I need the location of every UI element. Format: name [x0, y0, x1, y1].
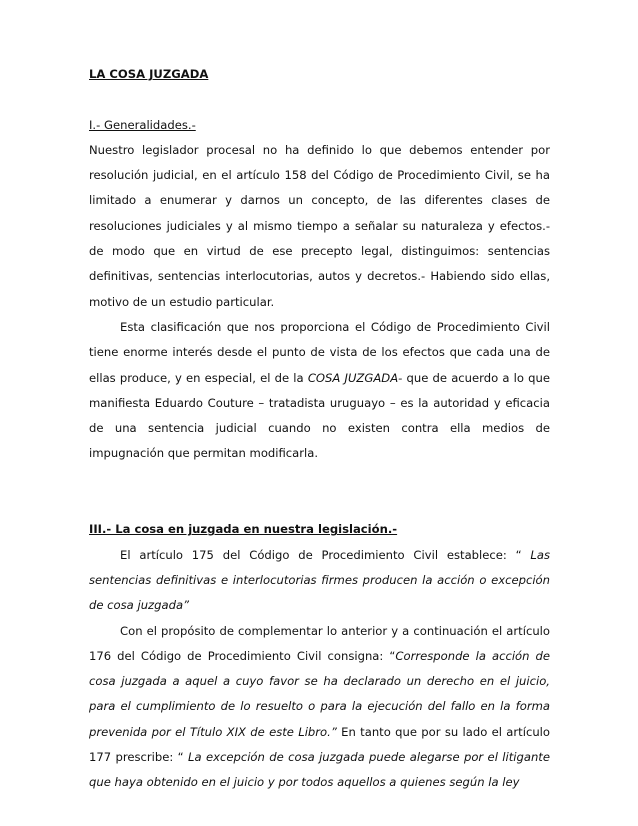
spacer: [89, 467, 550, 518]
paragraph-clasificacion: [89, 315, 550, 467]
section-heading-legislacion: III.- La cosa en juzgada en nuestra legislación.-: [89, 522, 398, 537]
paragraph-text: que de acuerdo a lo que manifiesta Eduardo Couture – tratadista uruguayo – es la autoridad y eficacia de una sentencia judicial cuando no existen contra ella medios de impugnación que permitan modificarla.: [89, 370, 550, 461]
paragraph-text: El artículo 175 del Código de Procedimiento Civil establece: “: [120, 547, 531, 562]
quote-articulo-176: Corresponde la acción de cosa juzgada a aquel a cuyo favor se ha declarado un derecho en el juicio, para el cumplimiento de lo resuelto o para la ejecución del fallo en la forma prevenida por el Título XIX de este Libro.”: [89, 648, 551, 739]
document-page: [89, 62, 550, 796]
paragraph-articulo-176: [89, 619, 550, 796]
paragraph-text: En tanto que por su lado el artículo 177 prescribe: “: [89, 724, 550, 765]
spacer: [89, 87, 550, 112]
quote-articulo-175: Las sentencias definitivas e interlocutorias firmes producen la acción o excepción de cosa juzgada”: [89, 547, 550, 613]
paragraph-text: Con el propósito de complementar lo anterior y a continuación el artículo 176 del Código de Procedimiento Civil consigna: “: [89, 623, 550, 663]
paragraph-resoluciones: Nuestro legislador procesal no ha definido lo que debemos entender por resolución judicial, en el artículo 158 del Código de Procedimiento Civil, se ha limitado a enumerar y darnos un concepto, de las diferentes clases de resoluciones judiciales y al mismo tiempo a señalar su naturaleza y efectos.- de modo que en virtud de ese precepto legal, distinguimos: sentencias definitivas, sentencias interlocutorias, autos y decretos.- Habiendo sido ellas, motivo de un estudio particular.: [89, 142, 550, 309]
paragraph-text: Esta clasificación que nos proporciona el Código de Procedimiento Civil tiene enorme interés desde el punto de vista de los efectos que cada una de ellas produce, y en especial, el de la: [89, 319, 550, 385]
emphasis-cosa-juzgada: COSA JUZGADA-: [307, 370, 403, 385]
paragraph-articulo-175: [89, 543, 550, 619]
quote-articulo-177: La excepción de cosa juzgada puede alegarse por el litigante que haya obtenido en el juicio y por todos aquellos a quienes según la ley: [89, 750, 550, 790]
section-heading-generalidades: I.- Generalidades.-: [89, 117, 196, 132]
document-title: LA COSA JUZGADA: [89, 67, 209, 81]
